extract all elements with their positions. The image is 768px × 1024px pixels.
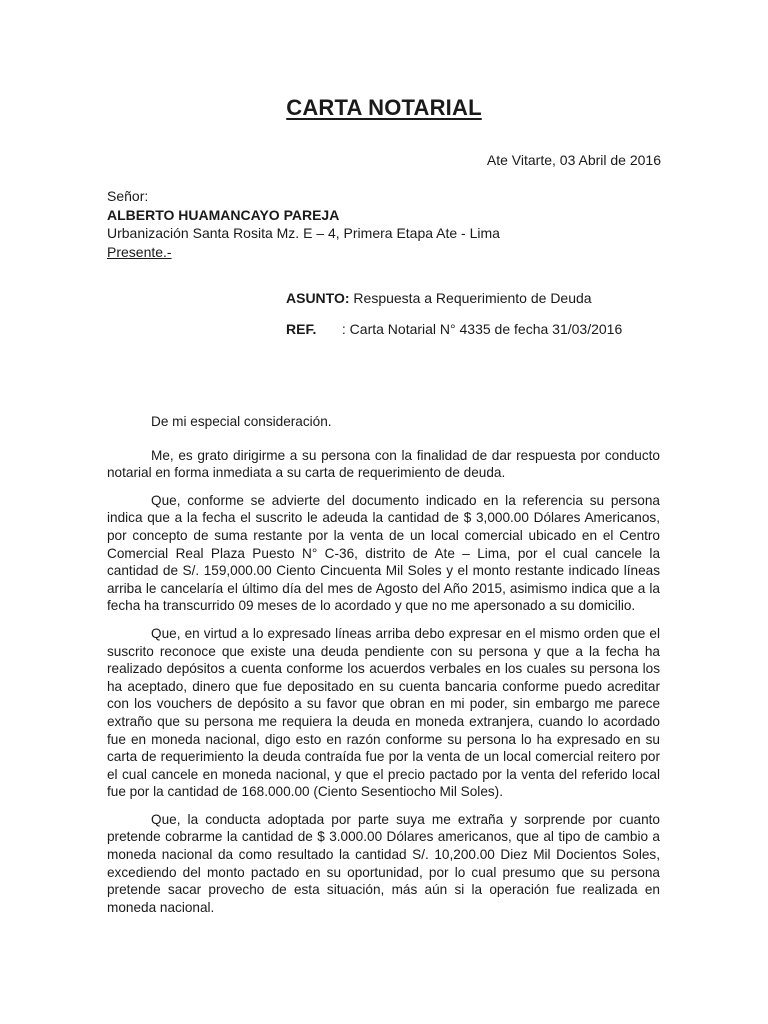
greeting: De mi especial consideración. (151, 414, 332, 429)
ref-label: REF. (286, 321, 317, 337)
asunto-text: Respuesta a Requerimiento de Deuda (353, 290, 592, 306)
body-paragraph: Que, en virtud a lo expresado líneas arriba debo expresar en el mismo orden que el suscrito reconoce que existe una deuda pendiente con su persona y que a la fecha ha realizado depósitos a cuenta conforme los acuerdos verbales en los cuales su persona los ha aceptado, dinero que fue depositado en su cuenta bancaria conforme puedo acreditar con los vouchers de depósito a su favor que obran en mi poder, sin embargo me parece extraño que su persona me requiera la deuda en moneda extranjera, cuando lo acordado fue en moneda nacional, digo esto en razón conforme su persona lo ha expresado en su carta de requerimiento la deuda contraída fue por la venta de un local comercial reitero por el cual cancele en moneda nacional, y que el precio pactado por la venta del referido local fue por la cantidad de 168.000.00 (Ciento Sesentiocho Mil Soles). (107, 625, 660, 800)
letter-title: CARTA NOTARIAL (286, 95, 482, 120)
recipient-address: Urbanización Santa Rosita Mz. E – 4, Primera Etapa Ate - Lima (107, 225, 500, 241)
ref-line (286, 321, 622, 337)
recipient-name: ALBERTO HUAMANCAYO PAREJA (107, 206, 340, 223)
presente-text: Presente.- (107, 243, 172, 260)
body-paragraph: Que, la conducta adoptada por parte suya me extraña y sorprende por cuanto pretende cobrarme la cantidad de $ 3.000.00 Dólares americanos, que al tipo de cambio a moneda nacional da como resultado la cantidad S/. 10,200.00 Diez Mil Docientos Soles, excediendo del monto pactado en su oportunidad, por lo cual presumo que su persona pretende sacar provecho de esta situación, más aún si la operación fue realizada en moneda nacional. (107, 811, 660, 915)
body-paragraph: Que, conforme se advierte del documento indicado en la referencia su persona indica que a la fecha el suscrito le adeuda la cantidad de $ 3,000.00 Dólares Americanos, por concepto de suma restante por la venta de un local comercial ubicado en el Centro Comercial Real Plaza Puesto N° C-36, distrito de Ate – Lima, por el cual cancele la cantidad de S/. 159,000.00 Ciento Cincuenta Mil Soles y el monto restante indicado líneas arriba le cancelaría el último día del mes de Agosto del Año 2015, asimismo indica que a la fecha ha transcurrido 09 meses de lo acordado y que no me apersonado a su domicilio. (107, 492, 660, 614)
asunto-label: ASUNTO: (286, 290, 350, 306)
date-line: Ate Vitarte, 03 Abril de 2016 (486, 152, 661, 168)
asunto-line (286, 290, 592, 306)
salutation: Señor: (107, 188, 149, 204)
presente-line (107, 243, 500, 262)
body-paragraph: Me, es grato dirigirme a su persona con la finalidad de dar respuesta por conducto notarial en forma inmediata a su carta de requerimiento de deuda. (107, 447, 660, 481)
letter-body (107, 413, 660, 926)
ref-text: : Carta Notarial N° 4335 de fecha 31/03/2016 (341, 321, 623, 337)
addressee-block (107, 187, 500, 261)
